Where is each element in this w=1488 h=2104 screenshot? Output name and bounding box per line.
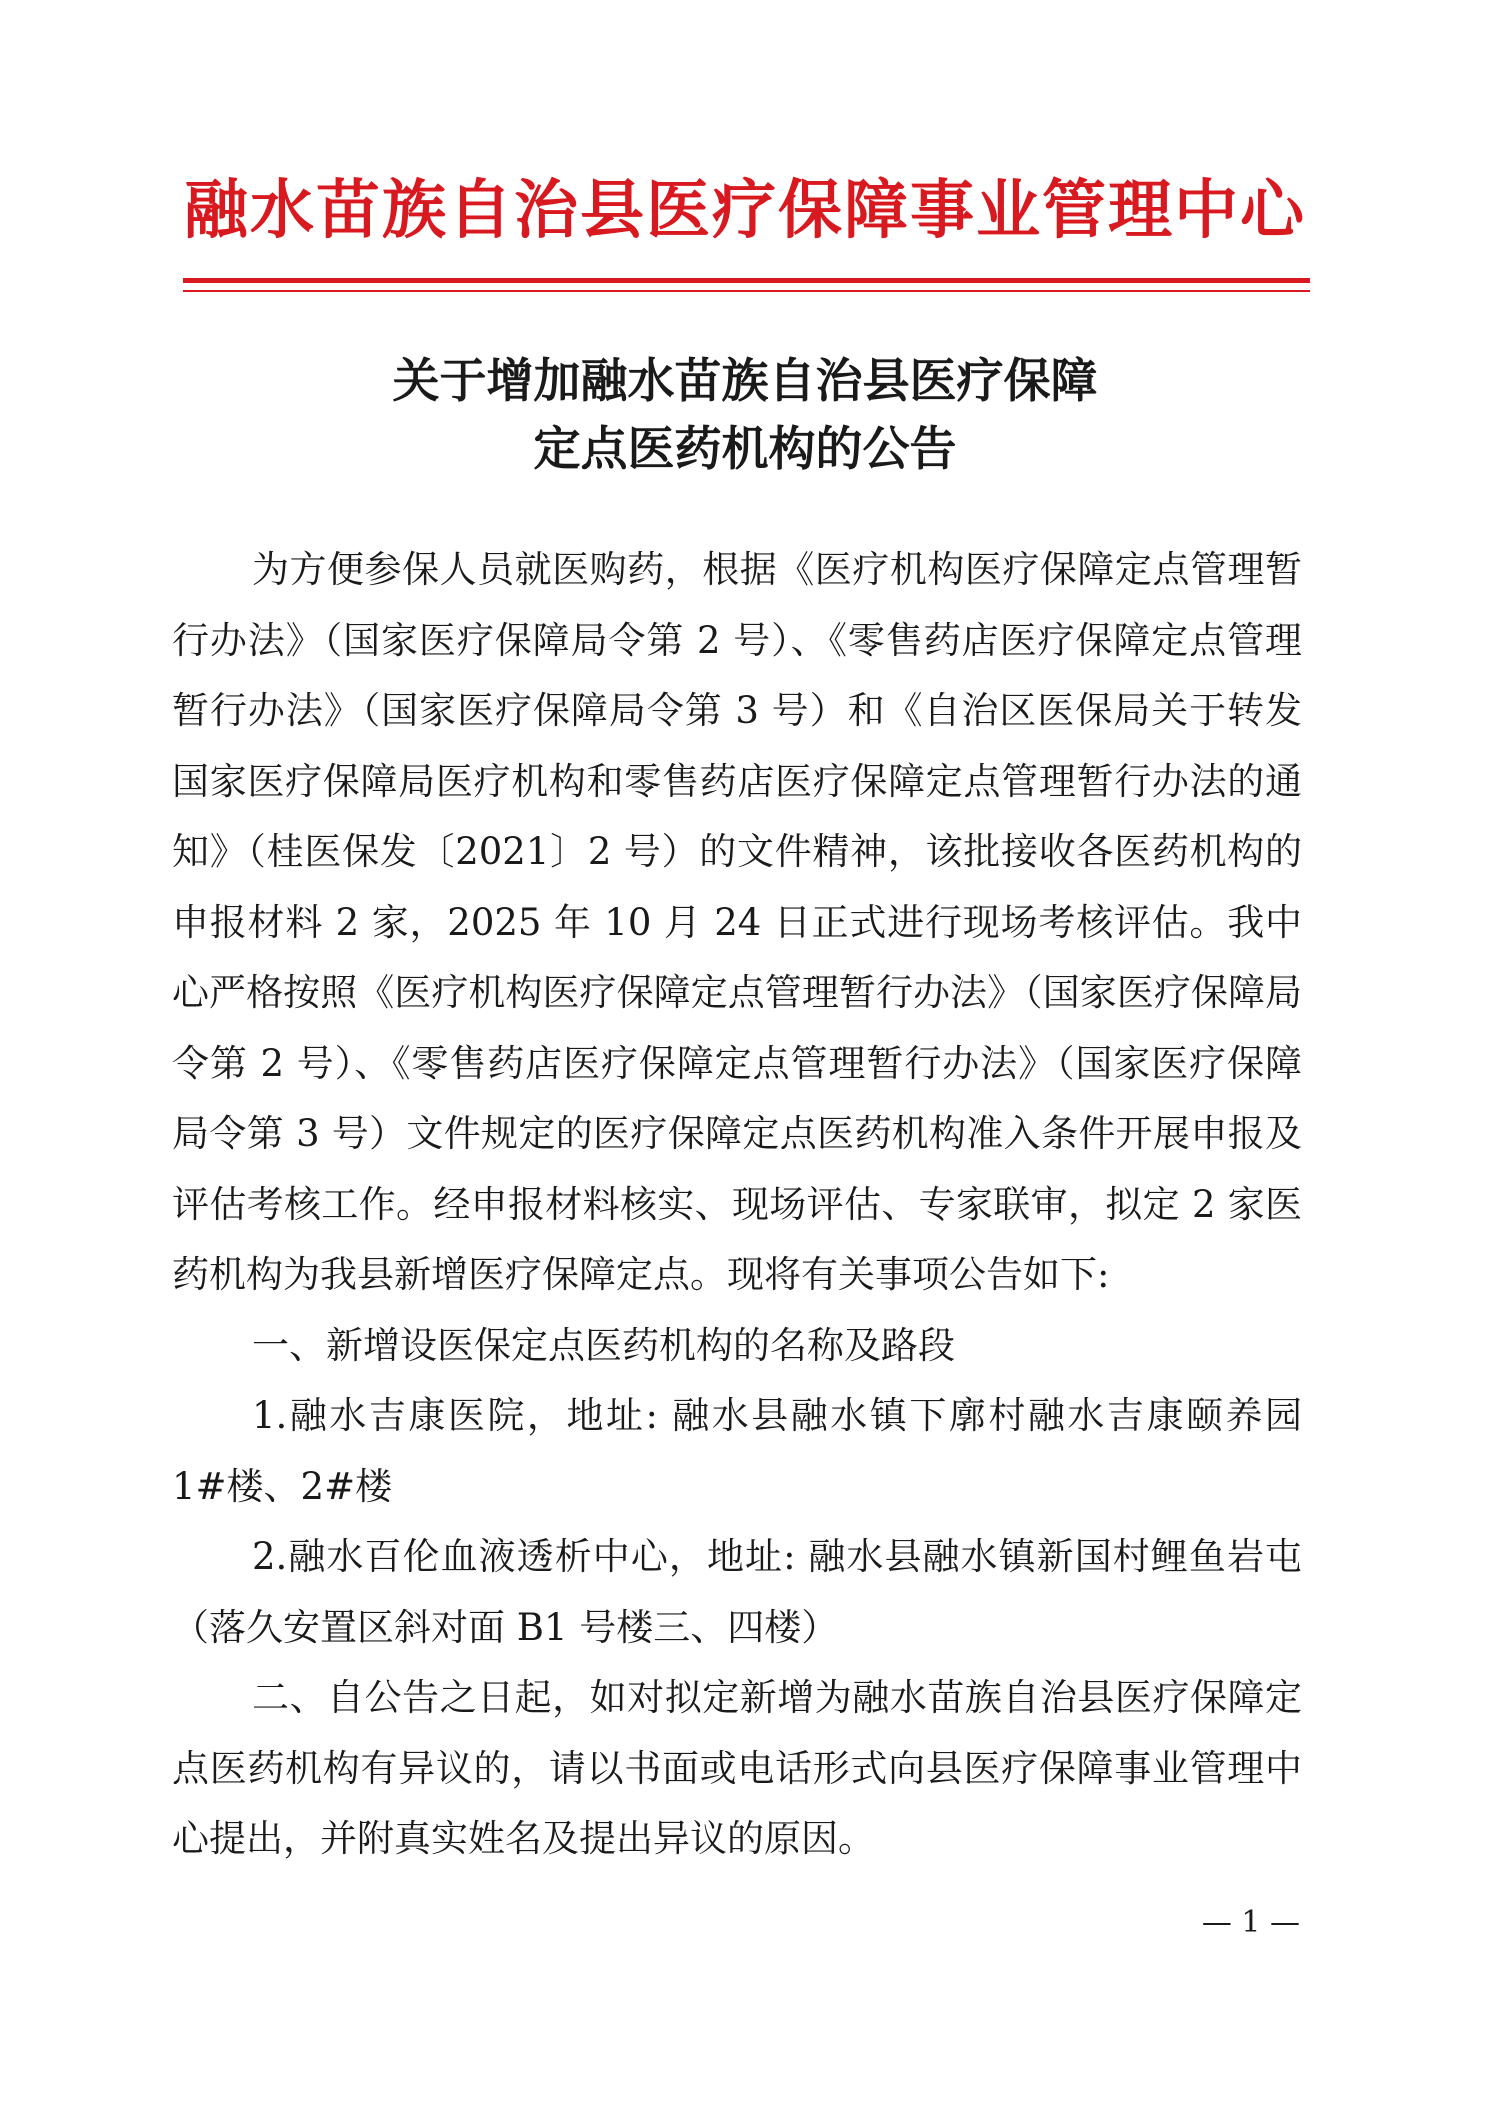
document-title-line-2: 定点医药机构的公告 <box>533 422 957 477</box>
document-body <box>172 535 1302 1875</box>
body-paragraph-item-1: 1.融水吉康医院，地址: 融水县融水镇下廓村融水吉康颐养园 1#楼、2#楼 <box>172 1394 1302 1508</box>
header-divider-thin <box>183 290 1310 292</box>
page-number: — 1 — <box>1201 1905 1300 1940</box>
body-paragraph-section-2: 二、自公告之日起，如对拟定新增为融水苗族自治县医疗保障定点医药机构有异议的，请以书面或电话形式向县医疗保障事业管理中心提出，并附真实姓名及提出异议的原因。 <box>172 1676 1302 1860</box>
body-paragraph-intro: 为方便参保人员就医购药，根据《医疗机构医疗保障定点管理暂行办法》（国家医疗保障局令第 2 号）、《零售药店医疗保障定点管理暂行办法》（国家医疗保障局令第 3 号）和《自治区医保局关于转发国家医疗保障局医疗机构和零售药店医疗保障定点管理暂行办法的通知》（桂医保发〔2021〕2 号）的文件精神，该批接收各医药机构的申报材料 2 家，2025 年 10 月 24 日正式进行现场考核评估。我中心严格按照《医疗机构医疗保障定点管理暂行办法》（国家医疗保障局令第 2 号）、《零售药店医疗保障定点管理暂行办法》（国家医疗保障局令第 3 号）文件规定的医疗保障定点医药机构准入条件开展申报及评估考核工作。经申报材料核实、现场评估、专家联审，拟定 2 家医药机构为我县新增医疗保障定点。现将有关事项公告如下: <box>172 548 1302 1296</box>
red-header-org-name: 融水苗族自治县医疗保障事业管理中心 <box>184 173 1306 248</box>
document-title-line-1: 关于增加融水苗族自治县医疗保障 <box>392 354 1098 409</box>
body-paragraph-item-2: 2.融水百伦血液透析中心，地址: 融水县融水镇新国村鲤鱼岩屯（落久安置区斜对面 B1 号楼三、四楼） <box>172 1535 1302 1649</box>
body-paragraph-section-1-heading: 一、新增设医保定点医药机构的名称及路段 <box>252 1323 955 1367</box>
document-title <box>180 348 1310 484</box>
header-divider-thick <box>183 278 1310 283</box>
